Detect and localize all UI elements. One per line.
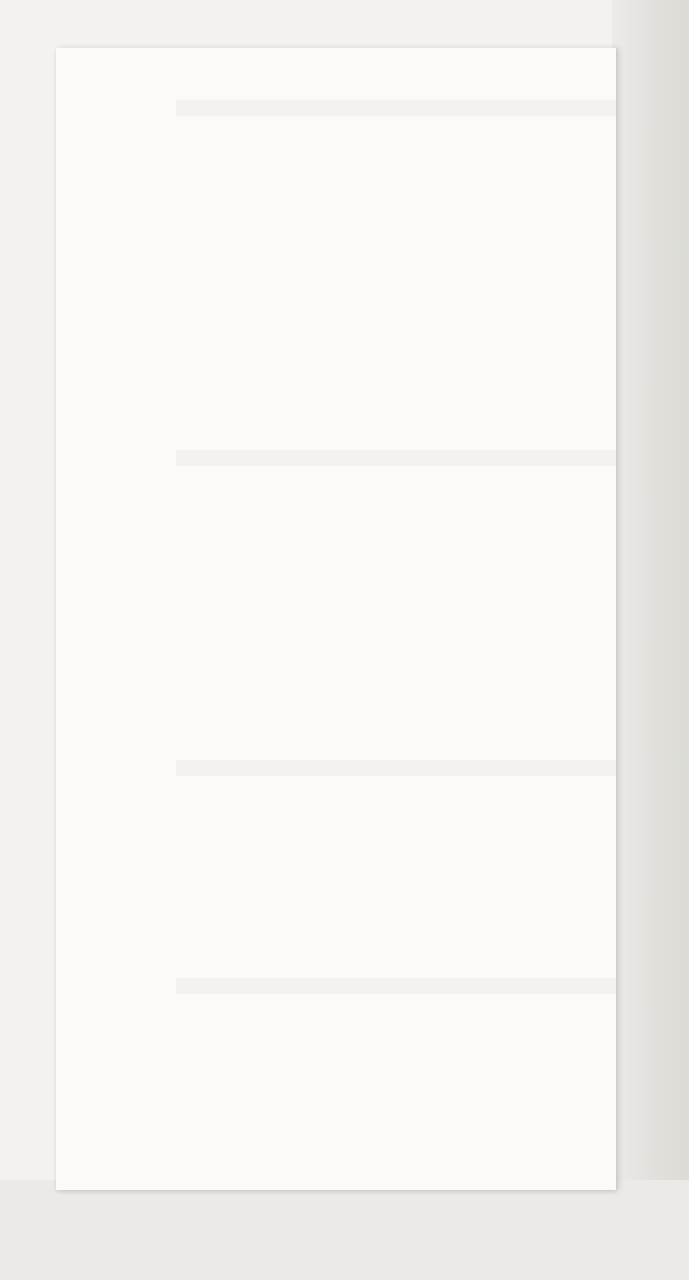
underlying-page-right: [612, 0, 689, 1280]
bleed-through: [176, 100, 616, 116]
bleed-through: [176, 760, 616, 776]
bleed-through: [176, 978, 616, 994]
newspaper-clipping: [56, 48, 616, 1190]
bleed-through: [176, 450, 616, 466]
underlying-page-bottom: [0, 1180, 689, 1280]
